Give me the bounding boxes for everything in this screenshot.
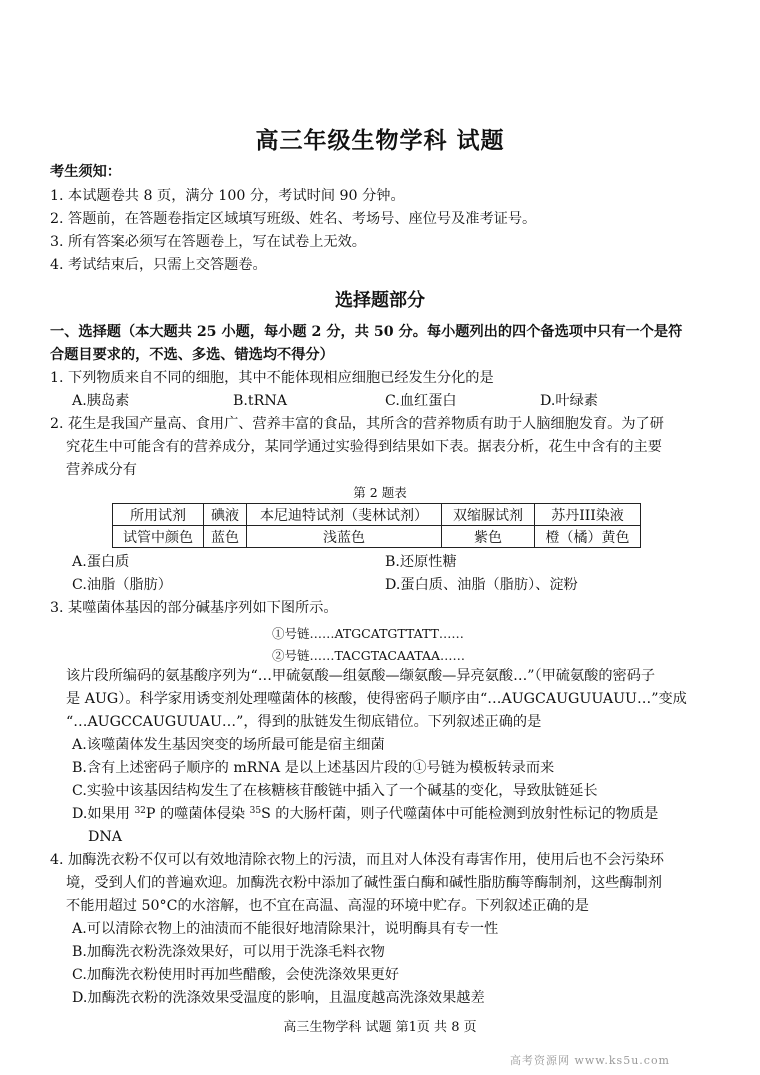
notice-item: 1. 本试题卷共 8 页，满分 100 分，考试时间 90 分钟。 (50, 188, 405, 204)
question-4-stem: 4. 加酶洗衣粉不仅可以有效地清除衣物上的污渍，而且对人体没有毒害作用，使用后也不会污染环 (50, 852, 664, 868)
question-3-body: 是 AUG）。科学家用诱变剂处理噬菌体的核酸，使得密码子顺序由“…AUGCAUGUUAUU…”变成 (66, 691, 687, 707)
page-footer: 高三生物学科 试题 第1页 共 8 页 (283, 1020, 477, 1035)
dna-chain-1: ①号链……ATGCATGTTATT…… (272, 626, 464, 641)
table-cell: 双缩脲试剂 (442, 504, 535, 526)
question-3-stem: 3. 某噬菌体基因的部分碱基序列如下图所示。 (50, 600, 338, 616)
watermark: 高考资源网 www.ks5u.com (509, 1054, 670, 1067)
notice-heading: 考生须知： (50, 164, 121, 180)
isotope-mass-s: 35 (249, 806, 262, 816)
table-cell: 本尼迪特试剂（斐林试剂） (247, 504, 442, 526)
question-1-stem: 1. 下列物质来自不同的细胞，其中不能体现相应细胞已经发生分化的是 (50, 370, 494, 386)
dna-chain-2: ②号链……TACGTACAATAA…… (272, 648, 466, 663)
q3-option-b: B.含有上述密码子顺序的 mRNA 是以上述基因片段的①号链为模板转录而来 (72, 760, 555, 776)
q4-option-b: B.加酶洗衣粉洗涤效果好，可以用于洗涤毛料衣物 (72, 944, 385, 960)
table-row (113, 526, 641, 548)
question-2-stem: 营养成分有 (66, 462, 137, 478)
question-2-stem: 2. 花生是我国产量高、食用广、营养丰富的食品，其所含的营养物质有助于人脑细胞发育。为了研 (50, 416, 664, 432)
table-cell: 橙（橘）黄色 (535, 526, 641, 548)
part-instruction: 一、选择题（本大题共 25 小题，每小题 2 分，共 50 分。每小题列出的四个备选项中只有一个是符 (50, 324, 683, 340)
q4-option-a: A.可以清除衣物上的油渍而不能很好地清除果汁，说明酶具有专一性 (72, 921, 499, 937)
q1-option-d: D.叶绿素 (540, 393, 598, 409)
q2-option-a: A.蛋白质 (72, 554, 130, 570)
notice-item: 3. 所有答案必须写在答题卷上，写在试卷上无效。 (50, 234, 366, 250)
q3-option-a: A.该噬菌体发生基因突变的场所最可能是宿主细菌 (72, 737, 385, 753)
question-4-stem: 不能用超过 50°C的水溶解，也不宜在高温、高湿的环境中贮存。下列叙述正确的是 (66, 898, 589, 914)
reagent-table (112, 503, 641, 548)
q3-option-c: C.实验中该基因结构发生了在核糖核苷酸链中插入了一个碱基的变化，导致肽链延长 (72, 783, 598, 799)
notice-item: 4. 考试结束后，只需上交答题卷。 (50, 257, 267, 273)
q2-option-c: C.油脂（脂肪） (72, 577, 172, 593)
q4-option-c: C.加酶洗衣粉使用时再加些醋酸，会使洗涤效果更好 (72, 967, 399, 983)
page-title: 高三年级生物学科 试题 (255, 127, 505, 154)
table-cell: 所用试剂 (113, 504, 204, 526)
table-row (113, 504, 641, 526)
section-title: 选择题部分 (335, 290, 425, 311)
question-3-body: 该片段所编码的氨基酸序列为“…甲硫氨酸—组氨酸—缬氨酸—异亮氨酸…”（甲硫氨酸的密码子 (66, 668, 656, 684)
table-cell: 苏丹III染液 (535, 504, 641, 526)
question-3-body: “…AUGCCAUGUUAU…”，得到的肽链发生彻底错位。下列叙述正确的是 (66, 714, 542, 730)
q2-option-b: B.还原性糖 (385, 554, 457, 570)
table-cell: 碘液 (204, 504, 247, 526)
question-2-stem: 究花生中可能含有的营养成分，某同学通过实验得到结果如下表。据表分析，花生中含有的主要 (66, 439, 662, 455)
table-caption: 第 2 题表 (353, 485, 407, 500)
q1-option-b: B.tRNA (233, 393, 287, 409)
part-instruction: 合题目要求的，不选、多选、错选均不得分） (50, 347, 334, 363)
q3-option-d-continued: DNA (88, 829, 123, 845)
q2-option-d: D.蛋白质、油脂（脂肪）、淀粉 (385, 577, 578, 593)
notice-item: 2. 答题前，在答题卷指定区域填写班级、姓名、考场号、座位号及准考证号。 (50, 211, 537, 227)
q3-option-d-text: S 的大肠杆菌，则子代噬菌体中可能检测到放射性标记的物质是 (261, 806, 659, 822)
q1-option-c: C.血红蛋白 (385, 393, 457, 409)
isotope-mass-p: 32 (134, 806, 146, 816)
q3-option-d (72, 804, 658, 825)
q1-option-a: A.胰岛素 (72, 393, 130, 409)
q3-option-d-text: D.如果用 (72, 806, 135, 822)
table-cell: 紫色 (442, 526, 535, 548)
table-cell: 试管中颜色 (113, 526, 204, 548)
q3-option-d-text: P 的噬菌体侵染 (145, 806, 250, 822)
question-4-stem: 境，受到人们的普遍欢迎。加酶洗衣粉中添加了碱性蛋白酶和碱性脂肪酶等酶制剂，这些酶制剂 (66, 875, 662, 891)
table-cell: 蓝色 (204, 526, 247, 548)
q4-option-d: D.加酶洗衣粉的洗涤效果受温度的影响，且温度越高洗涤效果越差 (72, 990, 485, 1006)
table-cell: 浅蓝色 (247, 526, 442, 548)
